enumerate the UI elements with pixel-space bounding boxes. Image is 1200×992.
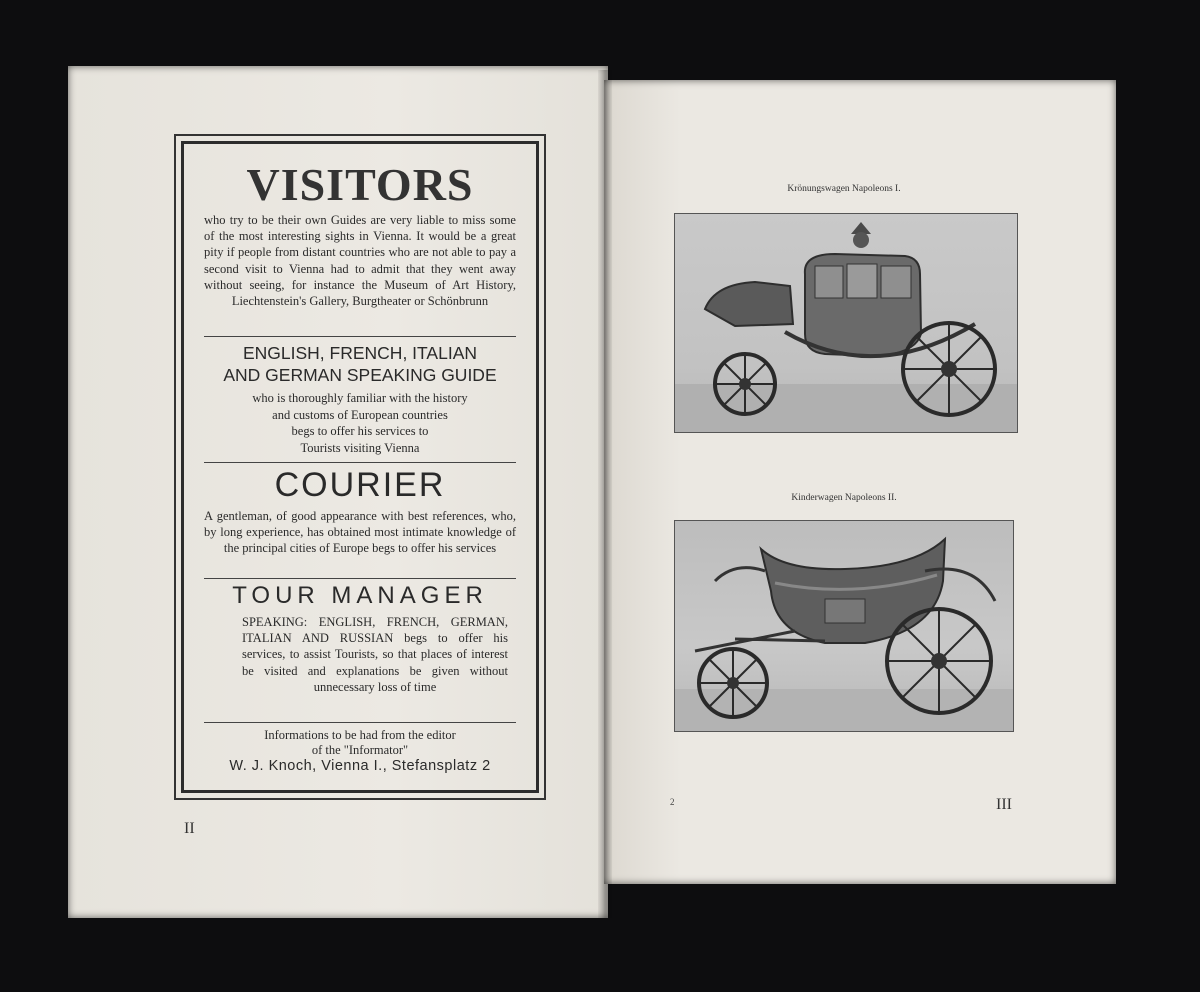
signature-mark: 2 [670,797,675,807]
right-page [604,80,1116,884]
guide-heading [204,342,516,386]
photo-child-carriage [674,520,1014,732]
page-number-right: III [996,796,1012,813]
info-lines [204,728,516,758]
info-line: Informations to be had from the editor [264,728,456,742]
coronation-coach-illustration [675,214,1017,432]
guide-heading-line: ENGLISH, FRENCH, ITALIAN [242,343,478,363]
visitors-heading: VISITORS [246,159,474,210]
divider [204,722,516,723]
info-line: of the "Informator" [311,743,409,757]
divider [204,462,516,463]
child-carriage-illustration [675,521,1013,731]
visitors-paragraph: who try to be their own Guides are very liable to miss some of the most interesting sights in Vienna. It would be a great pity if people from distant countries who are not able to pay a second visit to Vienna had to admit that they went away without seeing, for instance the Museum of Art History, Liechtenstein's Gallery, Burgtheater or Schönbrunn [204,213,516,309]
courier-paragraph: A gentleman, of good appearance with best references, who, by long experience, has obtained most intimate knowledge of the principal cities of Europe begs to offer his services [204,509,516,556]
courier-heading: COURIER [274,466,446,504]
page-number-left: II [184,820,195,837]
guide-line: begs to offer his services to [291,424,429,438]
guide-line: Tourists visiting Vienna [300,440,420,455]
caption-coronation-coach: Krönungswagen Napoleons I. [787,184,901,194]
tour-manager-paragraph: SPEAKING: ENGLISH, FRENCH, GERMAN, ITALIAN AND RUSSIAN begs to offer his services, to assist Tourists, so that places of interest be visited and explanations be given without unnecessary loss of time [242,615,508,694]
advertisement-frame [174,134,546,800]
advertisement-inner-border [181,141,539,793]
guide-line: who is thoroughly familiar with the history [252,391,468,405]
divider [204,578,516,579]
divider [204,336,516,337]
book-gutter [598,70,612,918]
guide-line: and customs of European countries [272,407,448,422]
tour-manager-heading: TOUR MANAGER [232,582,488,609]
guide-heading-line: AND GERMAN SPEAKING GUIDE [223,365,497,385]
guide-paragraph [204,390,516,456]
photo-coronation-coach [674,213,1018,433]
caption-child-carriage: Kinderwagen Napoleons II. [791,493,897,503]
publisher-address: W. J. Knoch, Vienna I., Stefansplatz 2 [229,758,491,774]
